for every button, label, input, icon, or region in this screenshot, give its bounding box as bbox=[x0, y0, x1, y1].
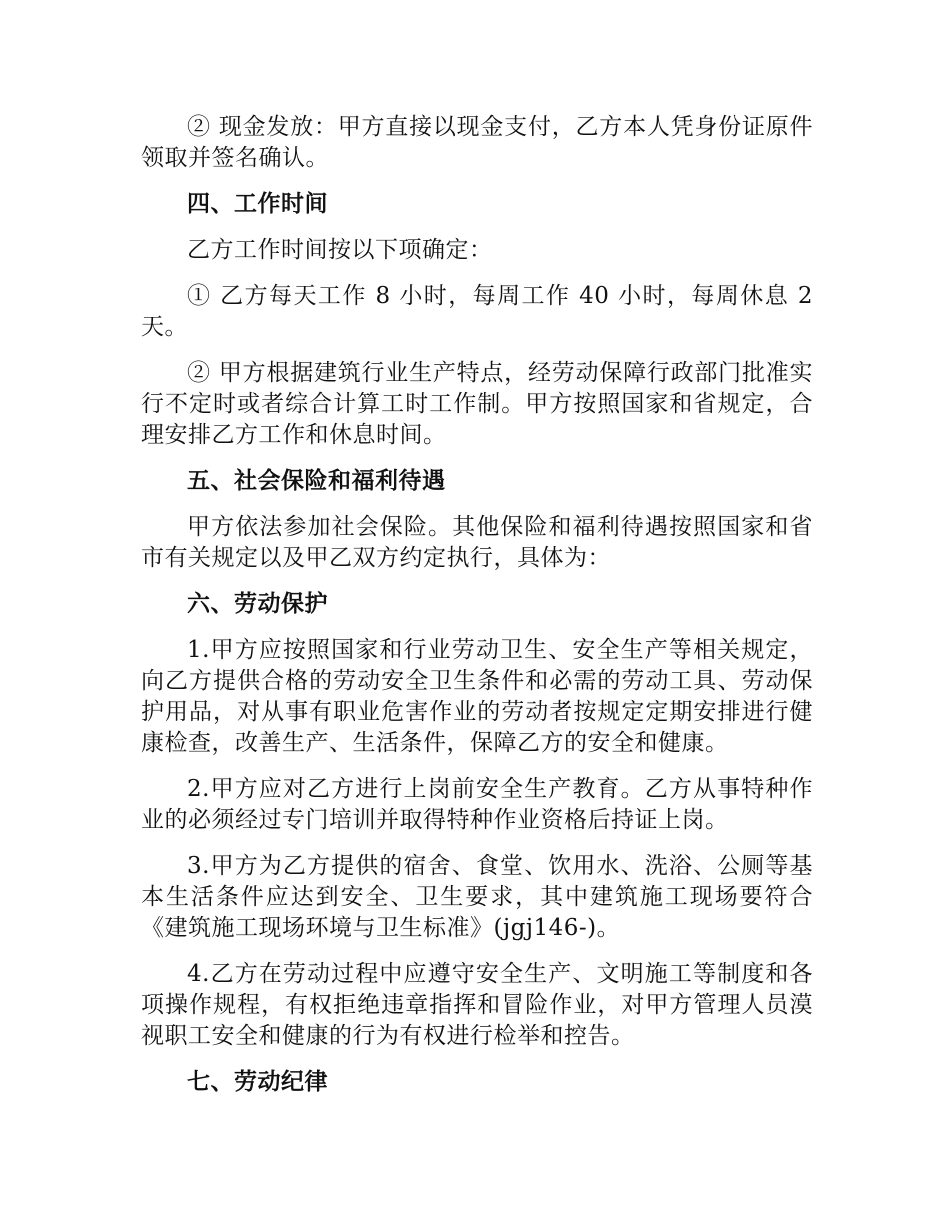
heading-labor-protection: 六、劳动保护 bbox=[187, 591, 328, 617]
heading-social-insurance: 五、社会保险和福利待遇 bbox=[187, 468, 446, 494]
heading-labor-discipline: 七、劳动纪律 bbox=[187, 1069, 328, 1095]
para-labor-protection-2: 2.甲方应对乙方进行上岗前安全生产教育。乙方从事特种作业的必须经过专门培训并取得特种作业资格后持证上岗。 bbox=[141, 776, 813, 833]
para-work-time-2: ② 甲方根据建筑行业生产特点，经劳动保障行政部门批准实行不定时或者综合计算工时工作制。甲方按照国家和省规定，合理安排乙方工作和休息时间。 bbox=[141, 360, 813, 448]
para-labor-protection-1: 1.甲方应按照国家和行业劳动卫生、安全生产等相关规定，向乙方提供合格的劳动安全卫生条件和必需的劳动工具、劳动保护用品，对从事有职业危害作业的劳动者按规定定期安排进行健康检查，改善生产、生活条件，保障乙方的安全和健康。 bbox=[141, 637, 813, 756]
heading-work-time: 四、工作时间 bbox=[187, 191, 328, 217]
document-page bbox=[141, 112, 813, 1113]
para-social-insurance: 甲方依法参加社会保险。其他保险和福利待遇按照国家和省市有关规定以及甲乙双方约定执行，具体为： bbox=[141, 514, 813, 571]
para-work-time-intro: 乙方工作时间按以下项确定： bbox=[187, 237, 493, 263]
para-cash-payment: ② 现金发放：甲方直接以现金支付，乙方本人凭身份证原件领取并签名确认。 bbox=[141, 114, 813, 171]
para-labor-protection-3: 3.甲方为乙方提供的宿舍、食堂、饮用水、洗浴、公厕等基本生活条件应达到安全、卫生要求，其中建筑施工现场要符合《建筑施工现场环境与卫生标准》(jgj146-)。 bbox=[141, 853, 813, 941]
para-work-time-1: ① 乙方每天工作 8 小时，每周工作 40 小时，每周休息 2 天。 bbox=[141, 283, 813, 340]
para-labor-protection-4: 4.乙方在劳动过程中应遵守安全生产、文明施工等制度和各项操作规程，有权拒绝违章指挥和冒险作业，对甲方管理人员漠视职工安全和健康的行为有权进行检举和控告。 bbox=[141, 961, 813, 1049]
